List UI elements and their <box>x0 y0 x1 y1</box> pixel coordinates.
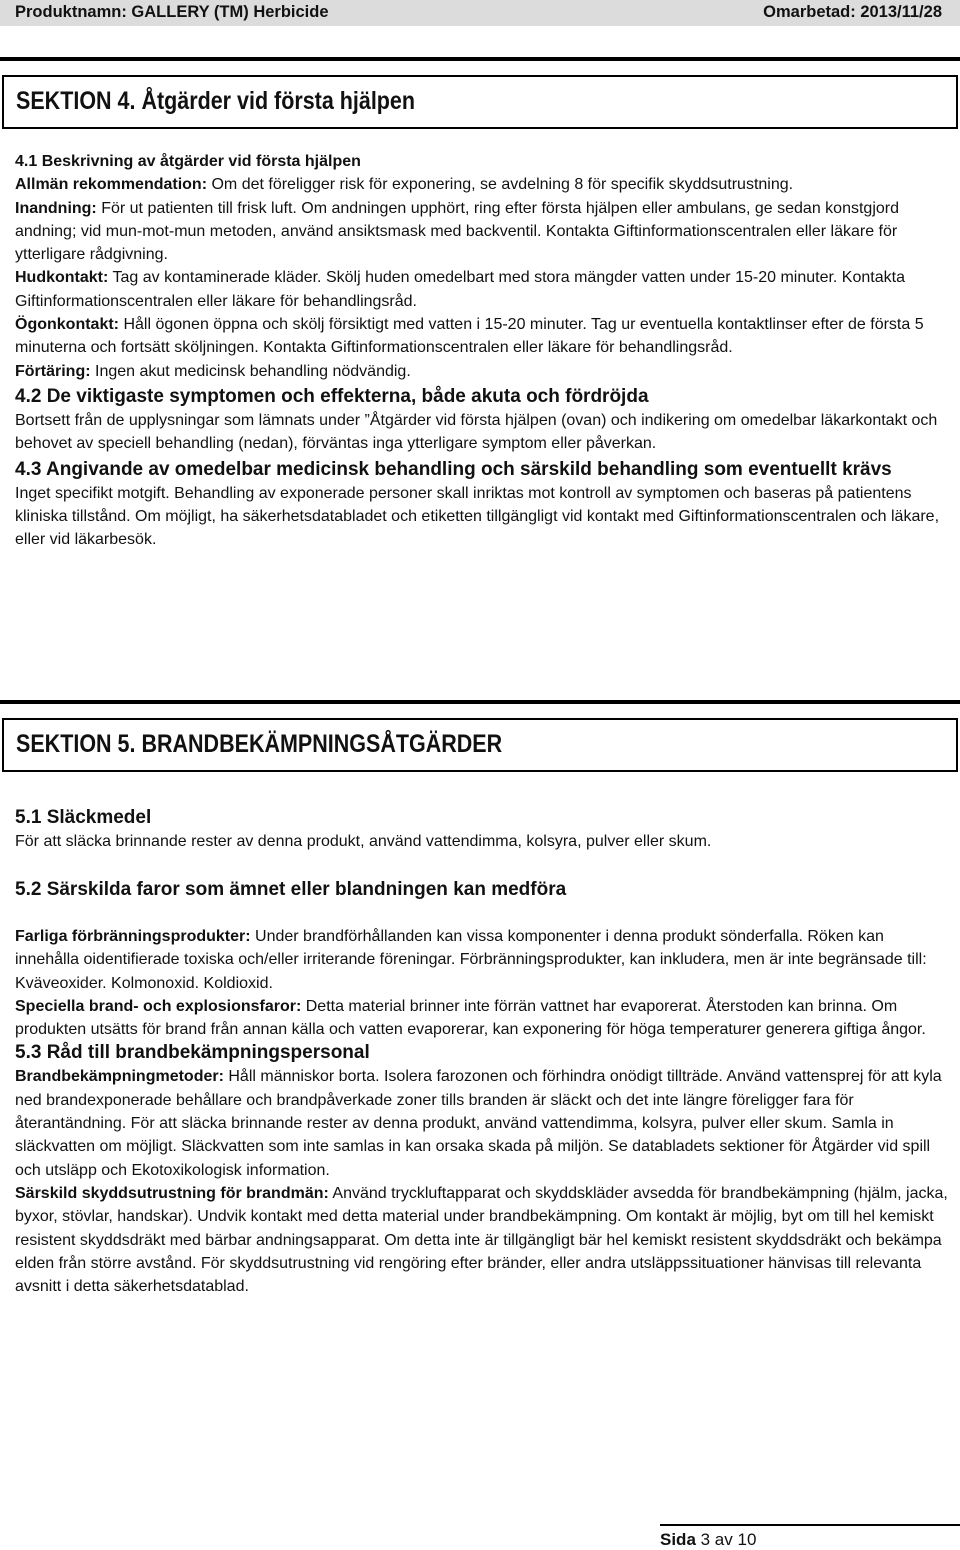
eye-contact-label: Ögonkontakt: <box>15 316 119 334</box>
heading-5-2: 5.2 Särskilda faror som ämnet eller blandningen kan medföra <box>15 879 567 900</box>
general-advice-text: Om det föreligger risk för exponering, se avdelning 8 för specifik skyddsutrustning. <box>207 176 794 194</box>
heading-4-3: 4.3 Angivande av omedelbar medicinsk behandling och särskild behandling som eventuellt krävs <box>15 458 892 480</box>
page-count: 3 av 10 <box>695 1530 757 1549</box>
product-name: Produktnamn: GALLERY (TM) Herbicide <box>15 3 329 21</box>
protective-equipment-label: Särskild skyddsutrustning för brandmän: <box>15 1184 329 1202</box>
page-number <box>660 1530 756 1550</box>
heading-5-3: 5.3 Råd till brandbekämpningspersonal <box>15 1042 370 1064</box>
heading-5-1: 5.1 Släckmedel <box>15 807 152 828</box>
extinguishing-media: För att släcka brinnande rester av denna produkt, använd vattendimma, kolsyra, pulver eller skum. <box>15 833 712 850</box>
page-label: Sida <box>660 1530 696 1549</box>
firefighting-methods-text: Håll människor borta. Isolera farozonen och förhindra onödigt tillträde. Använd vattensprej för att kyla ned brandexponerade behållare och brandpåverkade zoner tills branden är släckt och det inte längre föreligger fara för återantändning. För att släcka brinnande rester av denna produkt, använd vattendimma, kolsyra, pulver eller skum. Samla in släckvatten om möjligt. Släckvatten som inte samlas in kan orsaka skada på miljön. Se databladets sektioner för Åtgärder vid spill och utsläpp och Ekotoxikologisk information. <box>15 1068 942 1179</box>
heading-4-2: 4.2 De viktigaste symptomen och effekterna, både akuta och fördröjda <box>15 385 649 407</box>
section-4-title: SEKTION 4. Åtgärder vid första hjälpen <box>16 87 416 115</box>
eye-contact <box>15 313 950 360</box>
general-advice-label: Allmän rekommendation: <box>15 176 208 194</box>
header-rule <box>0 57 960 61</box>
inhalation-label: Inandning: <box>15 199 97 217</box>
firefighting-methods <box>15 1065 950 1181</box>
combustion-products-text: Under brandförhållanden kan vissa komponenter i denna produkt sönderfalla. Röken kan innehålla oidentifierade toxiska och/eller irriterande föreningar. Förbränningsprodukter, kan inkludera, men är inte begränsade till: Kväveoxider. Kolmonoxid. Koldioxid. <box>15 928 927 992</box>
revision-date: Omarbetad: 2013/11/28 <box>763 3 942 21</box>
section-5-header <box>2 718 958 772</box>
ingestion-label: Förtäring: <box>15 362 91 380</box>
fire-hazards-text: Detta material brinner inte förrän vattnet har evaporerat. Återstoden kan brinna. Om produkten utsätts för brand från annan källa och vatten evaporerar, kan exponering för höga temperaturer generera giftiga ångor. <box>15 997 926 1039</box>
skin-contact-label: Hudkontakt: <box>15 269 109 287</box>
fire-hazards-label: Speciella brand- och explosionsfaror: <box>15 997 302 1015</box>
section-4-header <box>2 75 958 129</box>
combustion-products-label: Farliga förbränningsprodukter: <box>15 928 251 945</box>
treatment-text: Inget specifikt motgift. Behandling av exponerade personer skall inriktas mot kontroll av symptomen och baseras på patientens kliniska tillstånd. Om möjligt, ha säkerhetsdatabladet och etiketten tillgängligt vid kontakt med Giftinformationscentralen och läkare, eller vid läkarbesök. <box>15 484 940 549</box>
skin-contact <box>15 266 950 313</box>
symptoms-text: Bortsett från de upplysningar som lämnats under ”Åtgärder vid första hjälpen (ovan) och indikering om omedelbar läkarkontakt och behovet av speciell behandling (nedan), förväntas inga ytterligare symptom eller påverkan. <box>15 411 938 453</box>
inhalation-text: För ut patienten till frisk luft. Om andningen upphört, ring efter första hjälpen eller ambulans, ge sedan konstgjord andning; vid mun-mot-mun metoden, använd ansiktsmask med backventil. Kontakta Giftinformationscentralen eller läkare för ytterligare rådgivning. <box>15 199 899 264</box>
protective-equipment-text: Använd tryckluftapparat och skyddskläder avsedda för brandbekämpning (hjälm, jacka, byxor, stövlar, handskar). Undvik kontakt med detta material under brandbekämpning. Om kontakt är möjlig, byt om till hel kemiskt resistent skyddsdräkt med bärbar andningsapparat. Om detta inte är tillgängligt bär hel kemiskt resistent skyddsdräkt och bekämpa elden från större avstånd. För skyddsutrustning vid rengöring efter bränder, eller andra utsläppssituationer hänvisas till relevanta avsnitt i detta säkerhetsdatablad. <box>15 1184 948 1296</box>
firefighting-methods-label: Brandbekämpningmetoder: <box>15 1068 224 1086</box>
combustion-products <box>15 925 950 995</box>
fire-hazards <box>15 995 950 1042</box>
section-5-title: SEKTION 5. BRANDBEKÄMPNINGSÅTGÄRDER <box>16 730 503 758</box>
heading-4-1: 4.1 Beskrivning av åtgärder vid första hjälpen <box>15 153 361 170</box>
ingestion-text: Ingen akut medicinsk behandling nödvändig. <box>90 362 411 380</box>
ingestion <box>15 360 950 383</box>
protective-equipment <box>15 1182 950 1298</box>
general-advice <box>15 173 950 196</box>
page-header <box>0 0 960 26</box>
section-5-2-content <box>15 925 950 1298</box>
section-divider-rule <box>0 700 960 704</box>
eye-contact-text: Håll ögonen öppna och skölj försiktigt med vatten i 15-20 minuter. Tag ur eventuella kontaktlinser efter de första 5 minuterna och fortsätt sköljningen. Kontakta Giftinformationscentralen eller läkare för behandlingsråd. <box>15 316 924 357</box>
section-4-content <box>15 150 950 551</box>
section-5-1 <box>15 806 950 853</box>
section-5-2-heading <box>15 878 950 902</box>
inhalation <box>15 197 950 267</box>
footer-rule <box>660 1524 960 1526</box>
skin-contact-text: Tag av kontaminerade kläder. Skölj huden omedelbart med stora mängder vatten under 15-20 minuter. Kontakta Giftinformationscentralen eller läkare för behandlingsråd. <box>15 269 905 310</box>
